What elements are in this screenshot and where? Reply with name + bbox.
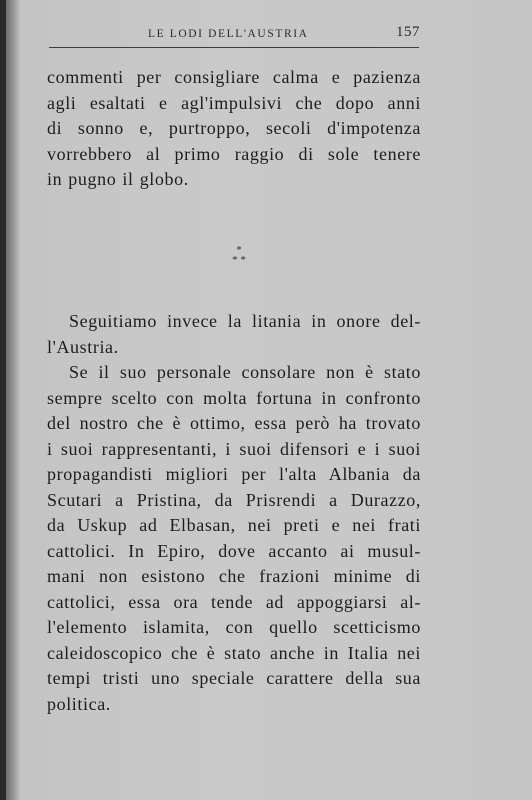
paragraph-continued	[47, 65, 421, 193]
text-line: Se il suo personale consolare non è stato	[69, 362, 421, 382]
text-line: cattolici, essa ora tende ad appoggiarsi al-	[47, 591, 421, 612]
section-asterism	[224, 245, 254, 275]
header-rule	[49, 47, 419, 48]
text-line: mani non esistono che frazioni minime di	[47, 566, 421, 586]
text-line: tempi tristi uno speciale carattere della sua	[47, 668, 421, 688]
text-line: vorrebbero al primo raggio di sole tenere	[47, 143, 421, 164]
running-head	[46, 24, 426, 46]
text-line: Seguitiamo invece la litania in onore del-	[69, 311, 421, 331]
text-line: del nostro che è ottimo, essa però ha trovato	[47, 413, 421, 433]
text-line: propagandisti migliori per l'alta Albania da	[47, 464, 421, 484]
text-line: di sonno e, purtroppo, secoli d'impotenza	[47, 118, 421, 138]
book-page	[6, 0, 532, 800]
text-line: da Uskup ad Elbasan, nei preti e nei frati	[47, 515, 421, 535]
text-line: sempre scelto con molta fortuna in confronto	[47, 387, 421, 408]
asterism-bottom: * *	[232, 254, 246, 266]
running-title: LE LODI DELL'AUSTRIA	[148, 28, 309, 40]
page-number: 157	[396, 24, 420, 40]
text-line: caleidoscopico che è stato anche in Italia nei	[47, 642, 421, 663]
text-line: cattolici. In Epiro, dove accanto ai musul-	[47, 540, 421, 561]
text-line: agli esaltati e agl'impulsivi che dopo anni	[47, 92, 421, 113]
asterism-top: *	[236, 244, 242, 256]
text-line: in pugno il globo.	[47, 169, 189, 189]
text-line: i suoi rappresentanti, i suoi difensori e i suoi	[47, 438, 421, 459]
text-line: l'Austria.	[47, 336, 119, 357]
gutter-shadow	[6, 0, 20, 800]
text-line: politica.	[47, 693, 111, 714]
body-text	[47, 309, 421, 717]
text-line: commenti per consigliare calma e pazienza	[47, 67, 421, 87]
text-line: Scutari a Pristina, da Prisrendi a Durazzo,	[47, 489, 421, 510]
text-line: l'elemento islamita, con quello scetticismo	[47, 617, 421, 637]
